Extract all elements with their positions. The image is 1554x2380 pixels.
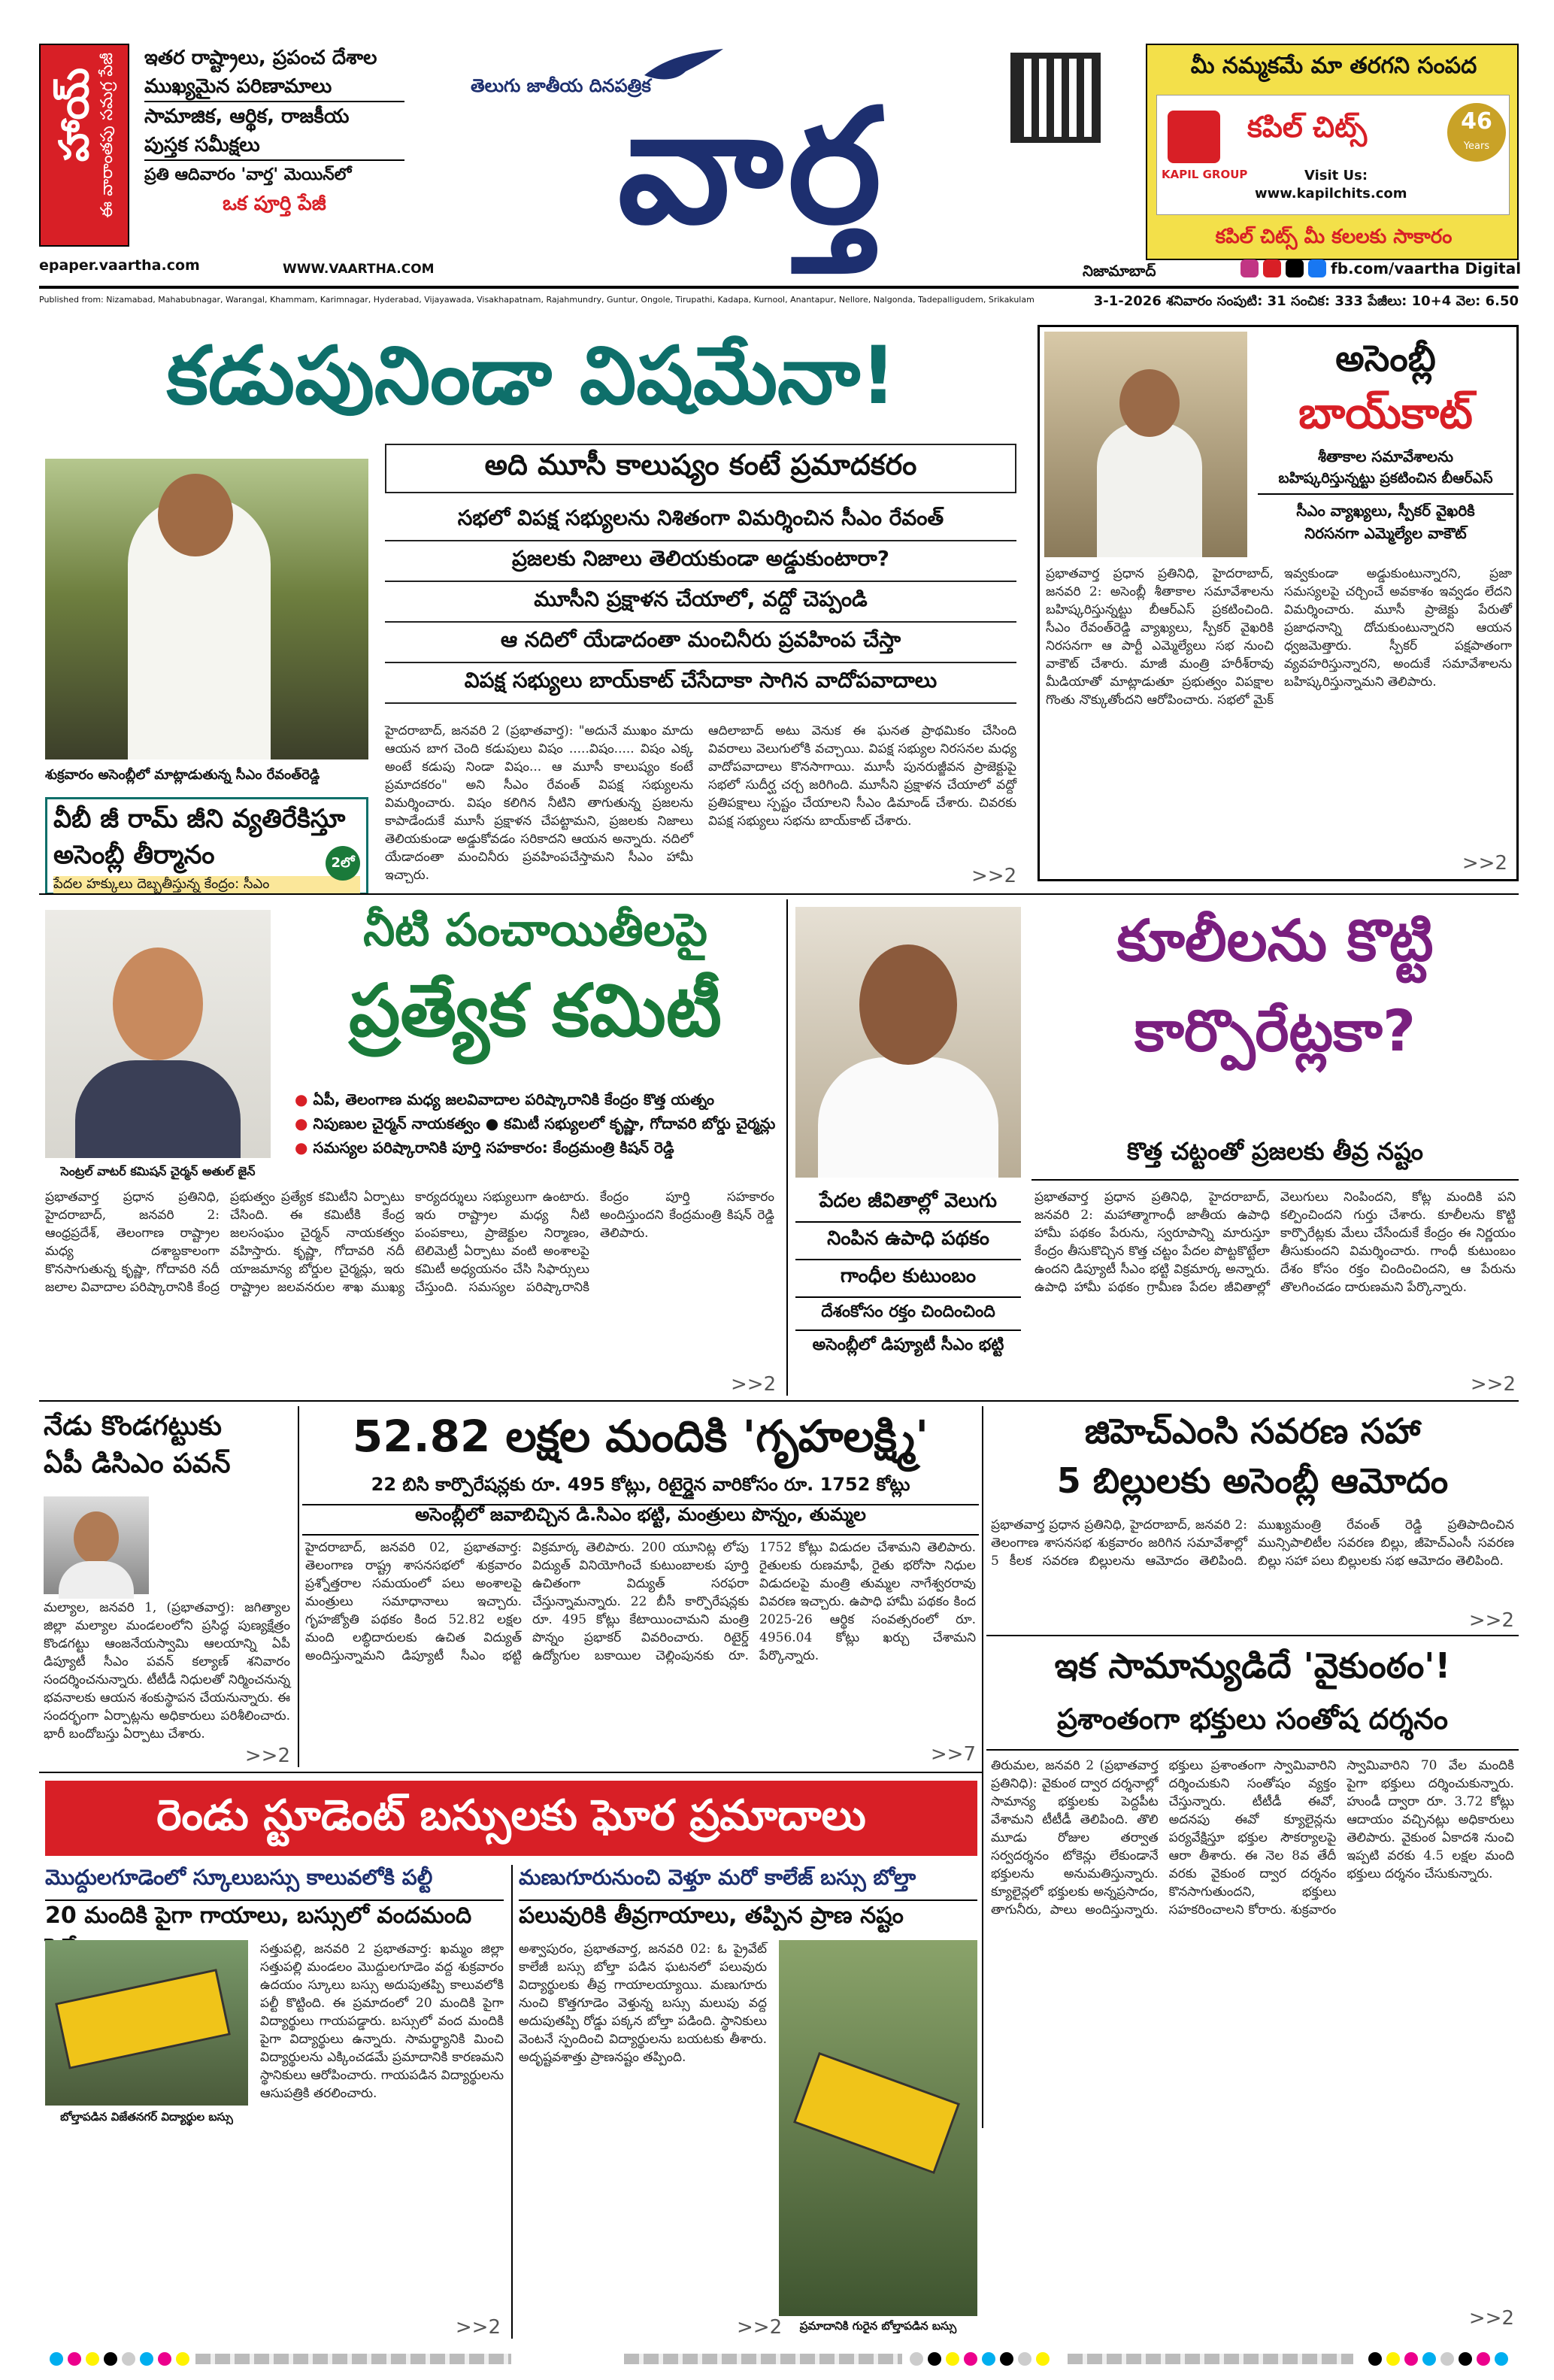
lead-continued[interactable]: >>2: [971, 865, 1017, 887]
hi-promo-lines: [144, 44, 404, 218]
water-story: [39, 899, 783, 1396]
qr-code-icon: [1010, 53, 1101, 143]
vaikuntham-headline: ఇక సామాన్యుడిదే 'వైకుంఠం'!: [1054, 1645, 1451, 1686]
bus-right-body: అశ్వాపురం, ప్రభాతవార్త, జనవరి 02: ఓ ప్రైవేట్ కాలేజీ బస్సు బోల్తా పడిన ఘటనలో పలువురు విద్యార్థులకు తీవ్ర గాయాలయ్యాయి. మణుగూరు నుంచి కొత్తగూడెం వెళ్తున్న బస్సు మలుపు వద్ద అదుపుతప్పి రోడ్డు పక్కన బోల్తా పడింది. స్థానికులు వెంటనే స్పందించి విద్యార్థులను బయటకు తీశారు. అదృష్టవశాత్తు ప్రాణనష్టం తప్పింది.: [519, 1942, 767, 2065]
bus-left-story: [45, 1865, 504, 2339]
pawan-continued[interactable]: >>2: [244, 1745, 290, 1767]
yellow-bus: [55, 1969, 231, 2069]
lead-body-col-1: హైదరాబాద్, జనవరి 2 (ప్రభాతవార్త): "అదునే ముఖం మాదు ఆయన బాగ చెంది కడుపులు విషం .....విషం..... విషం ఎక్క అంటే కడుపు నిండా విషం... ఆ మూసీ కాలుష్యం కంటే ప్రమాదకరం" అని సీఎం రేవంత్ విపక్ష సభ్యులను విమర్శించారు. విషం కలిగిన నీటిని తాగుతున్న ప్రజలను కాపాడేందుకే మూసీ ప్రక్షాళన చేపట్టామని, ప్రజలకు నిజాలు తెలియకుండా అడ్డుకోవడం సరికాదని ఆయన అన్నారు. నదిలో యేడాదంతా మంచినీరు ప్రవహింపచేస్తామని సీఎం హామీ ఇచ్చారు.: [385, 723, 693, 883]
bus-banner: [45, 1781, 977, 1856]
ad-header: మీ నమ్మకమే మా తరగని సంపద: [1190, 53, 1477, 79]
section-rule: [39, 1400, 1519, 1402]
lead-body-col-2: ఆదిలాబాద్ అటు వెనుక ఈ ఘనత ప్రాథమికం చేసింది వివరాలు వెలుగులోకి వచ్చాయి. విపక్ష సభ్యుల నిరసనల మధ్య వాదోపవాదాలు కొనసాగాయి. మూసీ పునరుజ్జీవన ప్రాజెక్టుపై సభలో సుదీర్ఘ చర్చ జరిగింది. మూసీని ప్రక్షాళన చేయాలో వద్దో ప్రతిపక్షాలు స్పష్టం చేయాలని సీఎం డిమాండ్ చేశారు. చివరకు విపక్ష సభ్యులు సభను బాయ్‌కాట్ చేశారు.: [708, 723, 1016, 829]
boycott-kicker: అసెంబ్లీ: [1335, 338, 1436, 380]
water-body: ప్రభాతవార్త ప్రధాన ప్రతినిధి, హైదరాబాద్, జనవరి 2: ఆంధ్రప్రదేశ్, తెలంగాణ రాష్ట్రాల మధ్య దశాబ్దకాలంగా కొనసాగుతున్న కృష్ణా, గోదావరి నదీ జలాల వివాదాల పరిష్కారానికి కేంద్ర ప్రభుత్వం ప్రత్యేక కమిటీని ఏర్పాటు చేసింది. ఈ కమిటీకి కేంద్ర జలసంఘం చైర్మన్ నాయకత్వం వహిస్తారు. కృష్ణా, గోదావరి నదీ యాజమాన్య బోర్డుల చైర్మన్లు, ఇరు రాష్ట్రాల జలవనరుల శాఖ ముఖ్య కార్యదర్శులు సభ్యులుగా ఉంటారు. ఇరు రాష్ట్రాల మధ్య నీటి పంపకాలు, ప్రాజెక్టుల నిర్మాణం, టెలిమెట్రీ ఏర్పాటు వంటి అంశాలపై కమిటీ అధ్యయనం చేసి సిఫార్సులు చేస్తుంది. సమస్యల పరిష్కారానికి కేంద్రం పూర్తి సహకారం అందిస్తుందని కేంద్రమంత్రి కిషన్ రెడ్డి తెలిపారు.: [45, 1190, 774, 1295]
bullet-item: ● సమస్యల పరిష్కారానికి పూర్తి సహకారం: కేంద్రమంత్రి కిషన్ రెడ్డి: [295, 1138, 674, 1157]
column-rule: [298, 1406, 299, 1767]
promo-line: ఇతర రాష్ట్రాలు, ప్రపంచ దేశాల: [144, 47, 377, 69]
registration-marks-center: [910, 2352, 1050, 2366]
pawan-photo: [44, 1496, 149, 1594]
bus-right-story: [519, 1865, 977, 2339]
deck-line-6: విపక్ష సభ్యులు బాయ్‌కాట్ చేసేదాకా సాగిన వాదోపవాదాలు: [385, 663, 1016, 704]
bus-left-photo: [45, 1940, 248, 2106]
speaker-head: [158, 474, 233, 556]
lead-headline: కడుపునిండా విషమేనా!: [166, 329, 897, 422]
masthead: [0, 0, 1554, 308]
quote-line: గాంధీల కుటుంబం: [795, 1260, 1021, 1298]
website-url[interactable]: WWW.VAARTHA.COM: [283, 262, 435, 277]
deck-line-4: మూసీని ప్రక్షాళన చేయాలో, వద్దో చెప్పండి: [385, 582, 1016, 623]
promo-line: సామాజిక, ఆర్థిక, రాజకీయ: [144, 105, 350, 128]
boycott-body: ప్రభాతవార్త ప్రధాన ప్రతినిధి, హైదరాబాద్, జనవరి 2: అసెంబ్లీ శీతాకాల సమావేశాలను బహిష్కరిస్తున్నట్టు బీఆర్‌ఎస్ ప్రకటించింది. సీఎం రేవంత్‌రెడ్డి వ్యాఖ్యలు, స్పీకర్ వైఖరికి నిరసనగా ఆ పార్టీ ఎమ్మెల్యేలు సభ నుంచి వాకౌట్ చేశారు. మాజీ మంత్రి హరీశ్‌రావు మీడియాతో మాట్లాడుతూ ప్రభుత్వం విపక్షాల గొంతు నొక్కుతోందని ఆరోపించారు. సభలో మైక్ ఇవ్వకుండా అడ్డుకుంటున్నారని, ప్రజా సమస్యలపై చర్చించే అవకాశం ఇవ్వడం లేదని విమర్శించారు. మూసీ ప్రాజెక్టు పేరుతో ప్రజాధనాన్ని దోచుకుంటున్నారని ఆయన ధ్వజమెత్తారు. స్పీకర్ పక్షపాతంగా వ్యవహరిస్తున్నారని, అందుకే సమావేశాలను బహిష్కరిస్తున్నామని తెలిపారు.: [1046, 566, 1512, 708]
ad-footer: కపిల్ చిట్స్ మీ కలలకు సాకారం: [1215, 226, 1453, 248]
ghmc-continued[interactable]: >>2: [1468, 1609, 1514, 1632]
deck-line-1: అది మూసీ కాలుష్యం కంటే ప్రమాదకరం: [385, 444, 1016, 493]
column-rule: [786, 899, 788, 1396]
deck-line-5: ఆ నదిలో యేడాదంతా మంచినీరు ప్రవహింప చేస్తా: [385, 623, 1016, 663]
bus-left-headline: 20 మందికి పైగా గాయాలు, బస్సులో వందమంది: [45, 1902, 472, 1929]
face: [859, 944, 957, 1065]
section-rule: [986, 1635, 1519, 1636]
ghmc-headline-1: జిహెచ్ఎంసి సవరణ సహా: [1084, 1411, 1421, 1451]
teaser-box: [45, 797, 368, 895]
coolie-headline-1: కూలీలను కొట్టి: [1116, 907, 1434, 974]
coolie-story: [1031, 899, 1519, 1396]
water-photo-caption: సెంట్రల్ వాటర్ కమిషన్ చైర్మన్ అతుల్ జైన్: [60, 1164, 256, 1178]
kapil-logo-icon: [1168, 111, 1220, 163]
masthead-rule: [39, 286, 1519, 289]
bhatti-quotes: [795, 1185, 1021, 1363]
bus-left-continued[interactable]: >>2: [455, 2316, 501, 2339]
gruha-sub-1: 22 బిసి కార్పొరేషన్లకు రూ. 495 కోట్లు, రిటైర్డైన వారికోసం రూ. 1752 కోట్లు: [302, 1474, 979, 1505]
pawan-headline-2: ఏపీ డిసిఎం పవన్: [44, 1448, 231, 1479]
boycott-sub-1: శీతాకాల సమావేశాలను: [1317, 447, 1454, 465]
speaker-head: [1119, 369, 1180, 437]
column-rule: [982, 1406, 983, 2128]
hi-promo-box: [39, 44, 404, 247]
registration-marks-left: [50, 2352, 189, 2366]
dateline: 3-1-2026 శనివారం సంపుటి: 31 సంచిక: 333 పేజీలు: 10+4 వెల: 6.50: [1093, 293, 1519, 309]
bus-banner-text: రెండు స్టూడెంట్ బస్సులకు ఘోర ప్రమాదాలు: [156, 1791, 866, 1840]
bullet-item: ● ఏపీ, తెలంగాణ మధ్య జలవివాదాల పరిష్కారానికి కేంద్రం కొత్త యత్నం: [295, 1090, 715, 1108]
water-headline-1: నీటి పంచాయితీలపై: [363, 904, 707, 957]
column-rule: [511, 1865, 513, 2339]
vaikuntham-continued[interactable]: >>2: [1468, 2307, 1514, 2330]
facebook-icon[interactable]: [1308, 259, 1326, 277]
teaser-page-badge[interactable]: 2లో: [326, 846, 360, 881]
bhatti-story: [791, 899, 1024, 1396]
social-handle[interactable]: fb.com/vaartha Digital: [1331, 259, 1522, 277]
teaser-headline-1: వీబీ జీ రామ్ జీని వ్యతిరేకిస్తూ: [53, 804, 346, 834]
ad-visit: Visit Us:: [1304, 168, 1368, 183]
x-icon[interactable]: [1286, 259, 1304, 277]
coolie-continued[interactable]: >>2: [1470, 1373, 1516, 1396]
epaper-url[interactable]: epaper.vaartha.com: [39, 257, 200, 274]
gruha-sub-2: అసెంబ్లీలో జవాబిచ్చిన డి.సిఎం భట్టి, మంత్రులు పొన్నం, తుమ్మల: [302, 1504, 979, 1536]
bus-left-body: సత్తుపల్లి, జనవరి 2 ప్రభాతవార్త: ఖమ్మం జిల్లా సత్తుపల్లి మండలం మొద్దులగూడెం వద్ద శుక్రవారం ఉదయం స్కూలు బస్సు అదుపుతప్పి కాలువలోకి పల్టీ కొట్టింది. ఈ ప్రమాదంలో 20 మందికి పైగా విద్యార్థులు గాయపడ్డారు. బస్సులో వంద మందికి పైగా విద్యార్థులు ఉన్నారు. సామర్థ్యానికి మించి విద్యార్థులను ఎక్కించడమే ప్రమాదానికి కారణమని స్థానికులు ఆరోపించారు. గాయపడిన విద్యార్థులను ఆసుపత్రికి తరలించారు.: [260, 1942, 504, 2101]
kapil-chits-ad: [1146, 44, 1519, 260]
water-bullets: [295, 1087, 776, 1160]
years-label: Years: [1463, 141, 1490, 152]
bus-right-photo: [779, 1940, 977, 2316]
boycott-sub-2: బహిష్కరిస్తున్నట్టు ప్రకటించిన బీఆర్‌ఎస్: [1258, 470, 1513, 495]
section-rule: [39, 1772, 982, 1773]
atul-jain-photo: [45, 910, 271, 1158]
face: [74, 1511, 119, 1564]
pawan-story: [39, 1406, 295, 1767]
bus-right-kicker: మణుగూరునుంచి వెళ్తూ మరో కాలేజ్ బస్సు బోల్తా: [519, 1865, 977, 1901]
bullet-item: ● నిపుణుల చైర్మన్ నాయకత్వం ● కమిటీ సభ్యులలో కృష్ణా, గోదావరి బోర్డు చైర్మన్లు: [295, 1114, 776, 1132]
water-continued[interactable]: >>2: [731, 1373, 777, 1396]
lead-story: [39, 316, 1024, 892]
tagline: తెలుగు జాతీయ దినపత్రిక: [471, 75, 651, 96]
boycott-story: [1038, 325, 1519, 881]
quote-line: పేదల జీవితాల్లో వెలుగు: [795, 1185, 1021, 1223]
lead-photo-caption: శుక్రవారం అసెంబ్లీలో మాట్లాడుతున్న సీఎం రేవంత్‌రెడ్డి: [45, 767, 320, 783]
ad-url[interactable]: www.kapilchits.com: [1255, 186, 1407, 202]
bus-left-kicker: మొద్దులగూడెంలో స్కూలుబస్సు కాలువలోకి పల్టీ: [45, 1865, 504, 1901]
published-from: Published from: Nizamabad, Mahabubnagar, Warangal, Khammam, Karimnagar, Hyderabad, Vijayawada, Visakhapatnam, Rajahmundry, Guntur, Ongole, Tirupathi, Kadapa, Kurnool, Anantapur, Nellore, Nalgonda, Tadepalligudem, Srikakulam: [39, 295, 1034, 305]
bullet-dot-icon: ●: [295, 1090, 314, 1108]
deck-line-3: ప్రజలకు నిజాలు తెలియకుండా అడ్డుకుంటారా?: [385, 541, 1016, 582]
bus-right-headline: పలువురికి తీవ్రగాయాలు, తప్పిన ప్రాణ నష్టం: [519, 1902, 904, 1929]
pawan-body: మల్యాల, జనవరి 1, (ప్రభాతవార్త): జగిత్యాల జిల్లా మల్యాల మండలంలోని ప్రసిద్ధ పుణ్యక్షేత్రం కొండగట్టు ఆంజనేయస్వామి ఆలయాన్ని ఏపీ డిప్యూటీ సీఎం పవన్ కల్యాణ్ శనివారం సందర్శించనున్నారు. టీటీడీ నిధులతో నిర్మించనున్న భవనాలకు ఆయన శంకుస్థాపన చేయనున్నారు. ఈ సందర్భంగా ఏర్పాట్లను అధికారులు పరిశీలించారు. భారీ బందోబస్తు ఏర్పాటు చేశారు.: [44, 1600, 290, 1742]
bullet-dot-icon: ●: [295, 1138, 314, 1157]
speaker-figure: [1097, 422, 1202, 557]
boycott-headline: బాయ్‌కాట్: [1298, 387, 1473, 438]
registration-bar: [1068, 2354, 1353, 2364]
boycott-sub-4: నిరసనగా ఎమ్మెల్యేల వాకౌట్: [1304, 524, 1467, 542]
gruha-body: హైదరాబాద్, జనవరి 02, ప్రభాతవార్త: తెలంగాణ రాష్ట్ర శాసనసభలో శుక్రవారం ప్రశ్నోత్తరాల సమయంలో పలు అంశాలపై మంత్రులు సమాధానాలు ఇచ్చారు. గృహజ్యోతి పథకం కింద 52.82 లక్షల మంది లబ్ధిదారులకు ఉచిత విద్యుత్ అందిస్తున్నామని డిప్యూటీ సీఎం భట్టి విక్రమార్క తెలిపారు. 200 యూనిట్ల లోపు విద్యుత్ వినియోగించే కుటుంబాలకు పూర్తి ఉచితంగా విద్యుత్ సరఫరా చేస్తున్నామన్నారు. 22 బీసీ కార్పొరేషన్లకు రూ. 495 కోట్లు కేటాయించామని మంత్రి పొన్నం ప్రభాకర్ వివరించారు. రిటైర్డ్ ఉద్యోగుల బకాయిల చెల్లింపునకు రూ. 1752 కోట్లు విడుదల చేశామని తెలిపారు. రైతులకు రుణమాఫీ, రైతు భరోసా నిధుల విడుదలపై మంత్రి తుమ్మల నాగేశ్వరరావు వివరణ ఇచ్చారు. ఉపాధి హామీ పథకం కింద 2025-26 ఆర్థిక సంవత్సరంలో రూ. 4956.04 కోట్లు ఖర్చు చేశామని పేర్కొన్నారు.: [305, 1540, 976, 1663]
gruha-continued[interactable]: >>7: [930, 1743, 976, 1766]
boycott-continued[interactable]: >>2: [1462, 852, 1507, 875]
instagram-icon[interactable]: [1240, 259, 1259, 277]
gruha-story: [302, 1406, 979, 1767]
pawan-headline-1: నేడు కొండగట్టుకు: [44, 1411, 222, 1442]
section-rule: [39, 893, 1519, 895]
suit-figure: [75, 1060, 241, 1158]
revanth-photo: [45, 459, 368, 759]
body: [59, 1561, 134, 1599]
gruha-headline: 52.82 లక్షల మందికి 'గృహలక్ష్మి': [352, 1411, 929, 1462]
boycott-sub-3: సీఎం వ్యాఖ్యలు, స్పీకర్ వైఖరికి: [1296, 502, 1475, 520]
ghmc-story: [986, 1406, 1519, 1632]
coolie-sub: కొత్త చట్టంతో ప్రజలకు తీవ్ర నష్టం: [1031, 1137, 1519, 1181]
hi-logo-sub: ఈ వారాంతపు సమగ్ర పేజీ: [98, 53, 117, 218]
bus-right-continued[interactable]: >>2: [737, 2316, 783, 2339]
ad-inner: [1156, 95, 1510, 215]
vaikuntham-body: తిరుమల, జనవరి 2 (ప్రభాతవార్త ప్రతినిధి): వైకుంఠ ద్వార దర్శనాల్లో సామాన్య భక్తులకు పెద్దపీట వేశామని టీటీడీ తెలిపింది. తొలి మూడు రోజుల తర్వాత సర్వదర్శనం టోకెన్లు లేకుండానే భక్తులను అనుమతిస్తున్నారు. క్యూలైన్లలో భక్తులకు అన్నప్రసాదం, తాగునీరు, పాలు అందిస్తున్నారు. భక్తులు ప్రశాంతంగా స్వామివారిని దర్శించుకుని సంతోషం వ్యక్తం చేస్తున్నారు. టీటీడీ ఈవో, అదనపు ఈవో క్యూలైన్లను పర్యవేక్షిస్తూ భక్తుల సౌకర్యాలపై ఆరా తీశారు. ఈ నెల 8వ తేదీ వరకు వైకుంఠ ద్వార దర్శనం కొనసాగుతుందని, భక్తులు సహకరించాలని కోరారు. శుక్రవారం స్వామివారిని 70 వేల మందికి పైగా భక్తులు దర్శించుకున్నారు. హుండీ ద్వారా రూ. 3.72 కోట్లు ఆదాయం వచ్చినట్లు అధికారులు తెలిపారు. వైకుంఠ ఏకాదశి నుంచి ఇప్పటి వరకు 4.5 లక్షల మంది భక్తులు దర్శనం చేసుకున్నారు.: [991, 1758, 1514, 1918]
quote-line: అసెంబ్లీలో డిప్యూటీ సీఎం భట్టి: [812, 1336, 1004, 1354]
quote-line: నింపిన ఉపాధి పథకం: [795, 1223, 1021, 1260]
yellow-bus: [793, 2052, 960, 2174]
harish-photo: [1044, 332, 1247, 557]
teaser-headline-2: అసెంబ్లీ తీర్మానం: [53, 840, 215, 870]
deck-line-2: సభలో విపక్ష సభ్యులను నిశితంగా విమర్శించిన సీఎం రేవంత్: [385, 501, 1016, 541]
promo-line: ముఖ్యమైన పరిణామాలు: [144, 72, 404, 102]
hi-logo-text: హాయ్: [50, 68, 98, 162]
youtube-icon[interactable]: [1263, 259, 1281, 277]
social-icons: [1240, 259, 1326, 277]
bhatti-photo: [795, 907, 1021, 1178]
ad-brand: కపిల్ చిట్స్: [1247, 111, 1368, 144]
quote-line: దేశంకోసం రక్తం చిందించింది: [795, 1298, 1021, 1331]
vaikuntham-story: [986, 1639, 1519, 2339]
kapil-logo-label: KAPIL GROUP: [1162, 168, 1248, 181]
bus-left-caption: బోల్తాపడిన విజేతనగర్ విద్యార్థుల బస్సు: [60, 2110, 233, 2124]
registration-bar: [624, 2354, 902, 2364]
bullet-dot-icon: ●: [295, 1114, 314, 1132]
promo-line: ప్రతి ఆదివారం 'వార్త' మెయిన్‌లో: [144, 165, 352, 184]
registration-marks-right: [1368, 2352, 1508, 2366]
lead-deck: [385, 444, 1016, 704]
ghmc-headline-2: 5 బిల్లులకు అసెంబ్లీ ఆమోదం: [1056, 1460, 1449, 1501]
vaikuntham-sub: ప్రశాంతంగా భక్తులు సంతోష దర్శనం: [986, 1702, 1519, 1751]
hi-logo: [39, 44, 129, 247]
coolie-body: ప్రభాతవార్త ప్రధాన ప్రతినిధి, హైదరాబాద్, జనవరి 2: మహాత్మాగాంధీ జాతీయ ఉపాధి హామీ పథకం పేరును, స్వరూపాన్ని మారుస్తూ కేంద్రం తీసుకొచ్చిన కొత్త చట్టం పేదల పొట్టకొట్టేలా ఉందని డిప్యూటీ సీఎం భట్టి విక్రమార్క అన్నారు. ఉపాధి హామీ పథకం గ్రామీణ పేదల జీవితాల్లో వెలుగులు నింపిందని, కోట్ల మందికి పని కల్పించిందని గుర్తు చేశారు. కూలీలను కొట్టి కార్పొరేట్లకు మేలు చేసేందుకే కేంద్రం ఈ నిర్ణయం తీసుకుందని విమర్శించారు. గాంధీ కుటుంబం దేశం కోసం రక్తం చిందించిందని, ఆ పేరును తొలగించడం దారుణమని పేర్కొన్నారు.: [1034, 1190, 1516, 1295]
years-number: 46: [1461, 108, 1492, 135]
promo-line: ఒక పూర్తి పేజీ: [223, 193, 326, 215]
teaser-sub: పేదల హక్కులు దెబ్బతీస్తున్న కేంద్రం: సీఎం: [53, 876, 360, 895]
water-headline-2: ప్రత్యేక కమిటీ: [349, 969, 722, 1053]
promo-line: పుస్తక సమీక్షలు: [144, 131, 404, 161]
bus-right-caption: ప్రమాదానికి గురైన బోల్తాపడిన బస్సు: [799, 2319, 957, 2333]
coolie-headline-2: కార్పొరేట్లకా?: [1134, 997, 1416, 1064]
newspaper-title: వార్త: [617, 74, 886, 259]
registration-bar: [195, 2354, 511, 2364]
years-badge: [1447, 103, 1506, 162]
edition: నిజామాబాద్: [1083, 262, 1156, 280]
white-shirt-figure: [818, 1057, 998, 1178]
face: [113, 947, 203, 1060]
ghmc-body: ప్రభాతవార్త ప్రధాన ప్రతినిధి, హైదరాబాద్, జనవరి 2: తెలంగాణ శాసనసభ శుక్రవారం జరిగిన సమావేశాల్లో 5 కీలక సవరణ బిల్లులను ఆమోదం తెలిపింది. ముఖ్యమంత్రి రేవంత్ రెడ్డి ప్రతిపాదించిన మున్సిపాలిటీల సవరణ బిల్లు, జీహెచ్ఎంసీ సవరణ బిల్లు సహా పలు బిల్లులకు సభ ఆమోదం తెలిపింది.: [991, 1517, 1514, 1569]
